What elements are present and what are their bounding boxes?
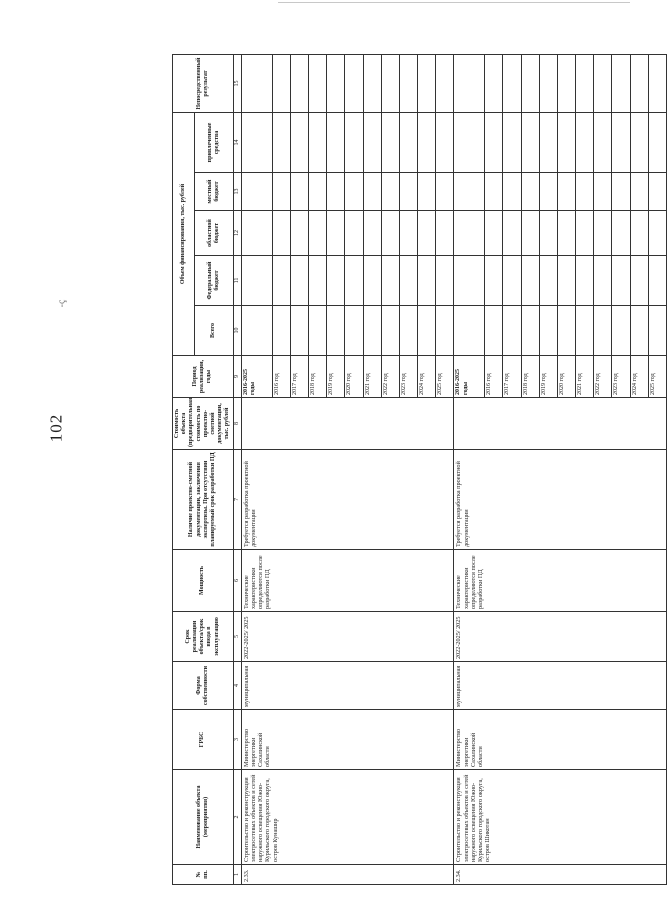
- table-row: [454, 55, 485, 885]
- col-number: 10: [233, 306, 241, 356]
- cell-empty: [485, 306, 503, 356]
- cell-empty: [557, 173, 575, 211]
- cell-empty: [612, 256, 630, 306]
- header-num: № пп.: [173, 865, 234, 885]
- col-number: 8: [233, 398, 241, 450]
- cell-cost: [454, 398, 667, 450]
- col-number: 15: [233, 55, 241, 113]
- cell-empty: [557, 256, 575, 306]
- cell-empty: [503, 113, 521, 173]
- header-total: Всего: [195, 306, 233, 356]
- header-name: Наименование объекта (мероприятия): [173, 770, 234, 865]
- cell-empty: [630, 173, 648, 211]
- cell-empty: [363, 55, 381, 113]
- cell-empty: [521, 113, 539, 173]
- col-number: 11: [233, 256, 241, 306]
- cell-empty: [381, 211, 399, 256]
- cell-empty: [345, 256, 363, 306]
- cell-period: 2016 год: [272, 356, 290, 398]
- cell-empty: [539, 113, 557, 173]
- cell-period: 2020 год: [557, 356, 575, 398]
- scan-mark: -ç: [56, 299, 68, 308]
- cell-empty: [345, 113, 363, 173]
- cell-empty: [557, 211, 575, 256]
- cell-empty: [454, 55, 485, 113]
- cell-period: 2018 год: [309, 356, 327, 398]
- cell-empty: [503, 55, 521, 113]
- cell-empty: [594, 173, 612, 211]
- cell-empty: [503, 211, 521, 256]
- header-result: Непосредственный результат: [173, 55, 234, 113]
- cell-empty: [418, 113, 436, 173]
- cell-empty: [436, 113, 454, 173]
- cell-empty: [241, 256, 272, 306]
- col-number: 7: [233, 450, 241, 550]
- cell-empty: [454, 211, 485, 256]
- cell-grbs: Министерство энергетики Сахалинской области: [454, 710, 667, 770]
- cell-period: 2019 год: [327, 356, 345, 398]
- cell-empty: [612, 113, 630, 173]
- cell-empty: [485, 55, 503, 113]
- cell-empty: [309, 173, 327, 211]
- cell-empty: [290, 173, 308, 211]
- rotated-table-container: [172, 55, 656, 885]
- cell-period: 2017 год: [503, 356, 521, 398]
- col-number: 12: [233, 211, 241, 256]
- cell-empty: [327, 113, 345, 173]
- cell-empty: [418, 173, 436, 211]
- cell-period: 2021 год: [363, 356, 381, 398]
- cell-pd: Требуется разработка проектной документации: [454, 450, 667, 550]
- cell-empty: [454, 173, 485, 211]
- cell-empty: [594, 256, 612, 306]
- scan-edge-line: [278, 2, 630, 3]
- cell-empty: [594, 113, 612, 173]
- header-grbs: ГРБС: [173, 710, 234, 770]
- col-number: 9: [233, 356, 241, 398]
- cell-empty: [648, 306, 666, 356]
- col-number: 3: [233, 710, 241, 770]
- cell-empty: [503, 256, 521, 306]
- cell-empty: [612, 306, 630, 356]
- cell-empty: [272, 256, 290, 306]
- funding-table: [172, 54, 667, 885]
- cell-empty: [521, 55, 539, 113]
- header-cost: Стоимость объекта (предварительная стоимость по проектно-сметной документации, тыс. рублей: [173, 398, 234, 450]
- col-number: 6: [233, 550, 241, 612]
- header-local: местный бюджет: [195, 173, 233, 211]
- cell-empty: [436, 256, 454, 306]
- cell-empty: [630, 256, 648, 306]
- cell-terms: 2022-2025/ 2025: [241, 612, 454, 662]
- cell-empty: [418, 55, 436, 113]
- col-number: 4: [233, 662, 241, 710]
- cell-empty: [648, 211, 666, 256]
- cell-empty: [521, 306, 539, 356]
- cell-empty: [454, 113, 485, 173]
- cell-empty: [485, 113, 503, 173]
- cell-empty: [290, 211, 308, 256]
- header-ownership: Форма собственности: [173, 662, 234, 710]
- cell-empty: [309, 55, 327, 113]
- cell-empty: [557, 55, 575, 113]
- cell-empty: [485, 173, 503, 211]
- table-row: [241, 55, 272, 885]
- cell-empty: [648, 113, 666, 173]
- cell-empty: [557, 113, 575, 173]
- header-capacity: Мощность: [173, 550, 234, 612]
- cell-ownership: муниципальная: [241, 662, 454, 710]
- column-number-row: [233, 55, 241, 885]
- cell-empty: [345, 211, 363, 256]
- cell-period: 2025 год: [436, 356, 454, 398]
- cell-empty: [648, 173, 666, 211]
- col-number: 13: [233, 173, 241, 211]
- cell-empty: [418, 211, 436, 256]
- cell-empty: [539, 256, 557, 306]
- cell-empty: [309, 211, 327, 256]
- cell-empty: [309, 113, 327, 173]
- cell-empty: [576, 306, 594, 356]
- cell-empty: [503, 173, 521, 211]
- header-period: Период реализации, годы: [173, 356, 234, 398]
- cell-empty: [399, 256, 417, 306]
- cell-ownership: муниципальная: [454, 662, 667, 710]
- cell-empty: [399, 306, 417, 356]
- cell-empty: [272, 306, 290, 356]
- cell-empty: [272, 173, 290, 211]
- cell-capacity: Технические характеристики определяются после разработки ПД: [241, 550, 454, 612]
- cell-empty: [272, 55, 290, 113]
- cell-empty: [576, 113, 594, 173]
- cell-empty: [485, 211, 503, 256]
- cell-empty: [594, 55, 612, 113]
- header-federal: Федеральный бюджет: [195, 256, 233, 306]
- cell-empty: [576, 173, 594, 211]
- cell-empty: [454, 256, 485, 306]
- cell-empty: [327, 173, 345, 211]
- col-number: 5: [233, 612, 241, 662]
- cell-empty: [454, 306, 485, 356]
- cell-empty: [363, 173, 381, 211]
- cell-period: 2019 год: [539, 356, 557, 398]
- cell-num: 2.33.: [241, 865, 454, 885]
- cell-empty: [345, 173, 363, 211]
- cell-period: 2016 год: [485, 356, 503, 398]
- cell-empty: [399, 173, 417, 211]
- cell-empty: [630, 55, 648, 113]
- cell-empty: [630, 306, 648, 356]
- cell-empty: [399, 55, 417, 113]
- cell-empty: [418, 306, 436, 356]
- cell-empty: [630, 113, 648, 173]
- header-funding-group: Объем финансирования, тыс. рублей: [173, 113, 195, 356]
- cell-empty: [539, 173, 557, 211]
- header-pd: Наличие проектно-сметной документации, заключения экспертизы. При отсутствии планируемый срок разработки ПД: [173, 450, 234, 550]
- cell-empty: [363, 211, 381, 256]
- cell-empty: [648, 55, 666, 113]
- cell-empty: [576, 55, 594, 113]
- cell-empty: [436, 55, 454, 113]
- cell-empty: [418, 256, 436, 306]
- cell-empty: [594, 306, 612, 356]
- cell-period: 2024 год: [418, 356, 436, 398]
- col-number: 2: [233, 770, 241, 865]
- cell-empty: [576, 256, 594, 306]
- cell-empty: [557, 306, 575, 356]
- cell-period: 2016-2025 годы: [454, 356, 485, 398]
- cell-empty: [309, 256, 327, 306]
- header-terms: Срок реализации объекта/срок ввода в эксплуатацию: [173, 612, 234, 662]
- cell-empty: [290, 306, 308, 356]
- cell-empty: [521, 173, 539, 211]
- cell-empty: [363, 113, 381, 173]
- cell-empty: [290, 55, 308, 113]
- cell-empty: [612, 173, 630, 211]
- cell-period: 2021 год: [576, 356, 594, 398]
- cell-empty: [503, 306, 521, 356]
- cell-empty: [381, 55, 399, 113]
- cell-period: 2024 год: [630, 356, 648, 398]
- cell-empty: [612, 55, 630, 113]
- cell-empty: [309, 306, 327, 356]
- cell-empty: [327, 256, 345, 306]
- cell-empty: [381, 306, 399, 356]
- cell-terms: 2022-2025/ 2025: [454, 612, 667, 662]
- cell-empty: [327, 211, 345, 256]
- cell-empty: [436, 306, 454, 356]
- page-number: 102: [46, 413, 66, 443]
- cell-empty: [485, 256, 503, 306]
- cell-empty: [290, 256, 308, 306]
- cell-empty: [381, 113, 399, 173]
- cell-period: 2023 год: [612, 356, 630, 398]
- cell-empty: [594, 211, 612, 256]
- cell-cost: [241, 398, 454, 450]
- cell-period: 2023 год: [399, 356, 417, 398]
- cell-empty: [363, 306, 381, 356]
- cell-empty: [290, 113, 308, 173]
- cell-period: 2020 год: [345, 356, 363, 398]
- col-number: 1: [233, 865, 241, 885]
- cell-empty: [363, 256, 381, 306]
- cell-empty: [612, 211, 630, 256]
- cell-empty: [630, 211, 648, 256]
- cell-empty: [539, 55, 557, 113]
- cell-name: Строительство и реконструкция электросетевых объектов и сетей наружного освещения Южно-Курильского городского округа, остров Кунашир: [241, 770, 454, 865]
- cell-capacity: Технические характеристики определяются после разработки ПД: [454, 550, 667, 612]
- cell-empty: [399, 113, 417, 173]
- cell-period: 2022 год: [594, 356, 612, 398]
- cell-period: 2016-2025 годы: [241, 356, 272, 398]
- cell-num: 2.34.: [454, 865, 667, 885]
- cell-empty: [381, 256, 399, 306]
- cell-empty: [399, 211, 417, 256]
- cell-empty: [241, 173, 272, 211]
- cell-period: 2017 год: [290, 356, 308, 398]
- cell-period: 2018 год: [521, 356, 539, 398]
- col-number: 14: [233, 113, 241, 173]
- cell-pd: Требуется разработка проектной документации: [241, 450, 454, 550]
- cell-empty: [327, 55, 345, 113]
- cell-empty: [539, 306, 557, 356]
- cell-empty: [241, 113, 272, 173]
- cell-empty: [272, 211, 290, 256]
- cell-empty: [272, 113, 290, 173]
- cell-empty: [436, 211, 454, 256]
- cell-name: Строительство и реконструкция электросетевых объектов и сетей наружного освещения Южно-Курильского городского округа, остров Шикотан: [454, 770, 667, 865]
- cell-empty: [345, 55, 363, 113]
- cell-empty: [576, 211, 594, 256]
- cell-empty: [539, 211, 557, 256]
- table-body: [241, 55, 666, 885]
- cell-empty: [241, 55, 272, 113]
- cell-empty: [436, 173, 454, 211]
- cell-period: 2025 год: [648, 356, 666, 398]
- cell-empty: [241, 211, 272, 256]
- cell-grbs: Министерство энергетики Сахалинской области: [241, 710, 454, 770]
- header-regional: областной бюджет: [195, 211, 233, 256]
- cell-empty: [327, 306, 345, 356]
- header-other: привлеченные средства: [195, 113, 233, 173]
- cell-period: 2022 год: [381, 356, 399, 398]
- cell-empty: [241, 306, 272, 356]
- cell-empty: [521, 256, 539, 306]
- cell-empty: [648, 256, 666, 306]
- cell-empty: [345, 306, 363, 356]
- cell-empty: [521, 211, 539, 256]
- cell-empty: [381, 173, 399, 211]
